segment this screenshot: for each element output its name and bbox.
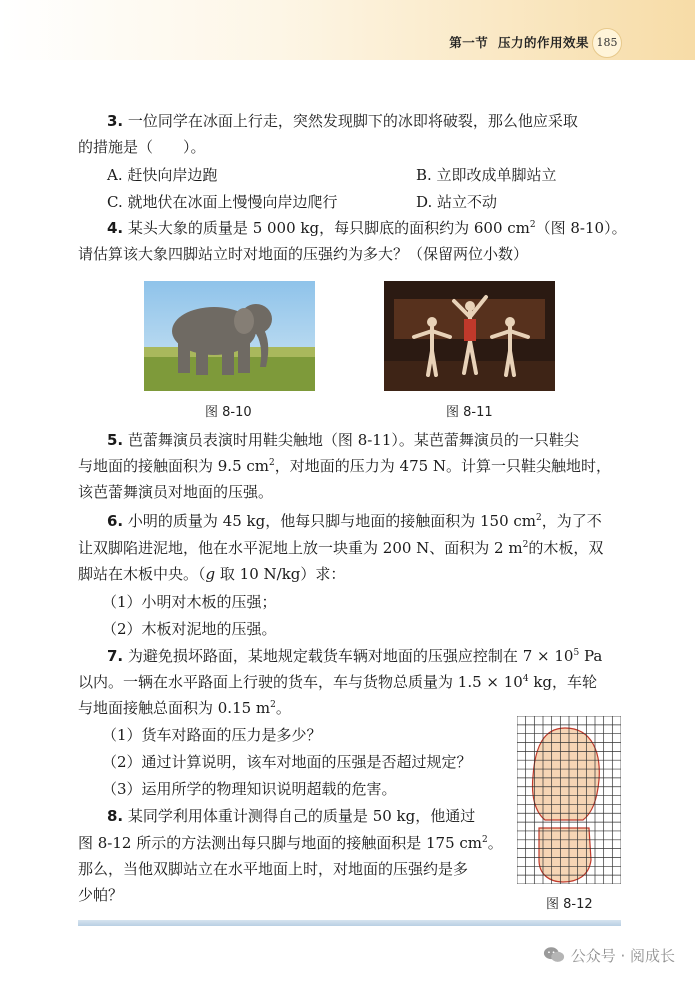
q8-text2a: 图 8-12 所示的方法测出每只脚与地面的接触面积是 175 cm (78, 834, 483, 852)
q3-option-b: B. 立即改成单脚站立 (416, 166, 557, 184)
q6-line3 (78, 563, 345, 585)
q5-line1 (107, 429, 579, 451)
q4-text1b: （图 8-10）。 (535, 219, 627, 237)
q8-number: 8. (107, 807, 124, 825)
q7-text3b: 。 (275, 699, 291, 717)
q4-sup: 2 (529, 220, 536, 230)
q7-line3 (78, 697, 291, 719)
q6-text1a: 小明的质量为 45 kg，他每只脚与地面的接触面积为 150 cm (127, 512, 537, 530)
q8-line1 (107, 805, 475, 827)
q7-text1a: 为避免损坏路面，某地规定载货车辆对地面的压强应控制在 7 × 10 (127, 647, 574, 665)
q8-text1: 某同学利用体重计测得自己的质量是 50 kg，他通过 (127, 807, 476, 825)
footprint-grid-figure (517, 716, 621, 884)
q5-text2b: ，对地面的压力为 475 N。计算一只鞋尖触地时， (274, 457, 612, 475)
q6-sup1: 2 (536, 513, 542, 523)
q7-text2a: 以内。一辆在水平路面上行驶的货车，车与货物总质量为 1.5 × 10 (78, 673, 523, 691)
q6-number: 6. (107, 512, 124, 530)
footprint-heel-shape (539, 828, 591, 882)
q6-line1 (107, 510, 602, 532)
q7-number: 7. (107, 647, 124, 665)
q5-text1: 芭蕾舞演员表演时用鞋尖触地（图 8-11）。某芭蕾舞演员的一只鞋尖 (127, 431, 579, 449)
q7-sub2: （2）通过计算说明，该车对地面的压强是否超过规定？ (102, 753, 472, 771)
figure-8-10-caption: 图 8-10 (205, 405, 252, 420)
q3-line2: 的措施是（ ）。 (78, 138, 206, 156)
q4-line2: 请估算该大象四脚站立时对地面的压强约为多大？（保留两位小数） (78, 245, 529, 263)
q7-text2b: kg，车轮 (528, 673, 598, 691)
header-section: 第一节 (449, 35, 489, 50)
q8-line2 (78, 832, 503, 854)
q8-text2b: 。 (487, 834, 503, 852)
q6-line2 (78, 537, 603, 559)
q4-text1a: 某头大象的质量是 5 000 kg，每只脚底的面积约为 600 cm (127, 219, 530, 237)
q7-text3a: 与地面接触总面积为 0.15 m (78, 699, 271, 717)
footer-bar (78, 920, 621, 926)
q3-option-c: C. 就地伏在冰面上慢慢向岸边爬行 (107, 193, 338, 211)
q3-line1 (107, 110, 578, 132)
q7-sup-c: 2 (270, 700, 276, 710)
watermark-text: 公众号 · 阅成长 (570, 946, 675, 965)
q6-sub2: （2）木板对泥地的压强。 (102, 620, 277, 638)
q8-line4: 少帕？ (78, 886, 124, 904)
q5-number: 5. (107, 431, 124, 449)
footprint-sole-shape (533, 728, 600, 820)
ballet-photo (384, 281, 555, 391)
q5-line2 (78, 455, 611, 477)
q7-sub3: （3）运用所学的物理知识说明超载的危害。 (102, 780, 397, 798)
q6-sub1: （1）小明对木板的压强； (102, 593, 277, 611)
q5-text2a: 与地面的接触面积为 9.5 cm (78, 457, 270, 475)
q6-text3b: 取 10 N/kg）求： (215, 565, 346, 583)
q5-line3: 该芭蕾舞演员对地面的压强。 (78, 483, 274, 501)
q6-g-symbol: g (205, 565, 216, 583)
q8-line3: 那么，当他双脚站立在水平地面上时，对地面的压强约是多 (78, 860, 469, 878)
figure-8-11-caption: 图 8-11 (446, 405, 493, 420)
header-title (449, 33, 589, 51)
q6-text1b: ，为了不 (541, 512, 602, 530)
elephant-photo (144, 281, 315, 391)
q8-sup: 2 (482, 835, 488, 845)
q7-sup-b: 4 (522, 674, 529, 684)
q7-text1b: Pa (579, 647, 603, 665)
page-number: 185 (592, 28, 622, 58)
figure-8-12-caption: 图 8-12 (546, 897, 593, 912)
q7-sup-a: 5 (573, 648, 580, 658)
q3-option-d: D. 站立不动 (416, 193, 498, 211)
q3-text1: 一位同学在冰面上行走，突然发现脚下的冰即将破裂，那么他应采取 (127, 112, 578, 130)
q3-number: 3. (107, 112, 124, 130)
wechat-icon (543, 944, 565, 966)
q6-text2b: 的木板，双 (528, 539, 604, 557)
q6-sup2: 2 (522, 540, 529, 550)
q7-line2 (78, 671, 597, 693)
header-band (0, 0, 695, 60)
q6-text3a: 脚站在木板中央。（ (78, 565, 206, 583)
q6-text2a: 让双脚陷进泥地，他在水平泥地上放一块重为 200 N、面积为 2 m (78, 539, 523, 557)
q7-line1 (107, 645, 602, 667)
watermark (543, 944, 675, 966)
q5-sup: 2 (269, 458, 275, 468)
q3-option-a: A. 赶快向岸边跑 (107, 166, 218, 184)
q4-line1 (107, 217, 627, 239)
header-chapter-title: 压力的作用效果 (497, 35, 589, 50)
q7-sub1: （1）货车对路面的压力是多少？ (102, 726, 322, 744)
q4-number: 4. (107, 219, 124, 237)
